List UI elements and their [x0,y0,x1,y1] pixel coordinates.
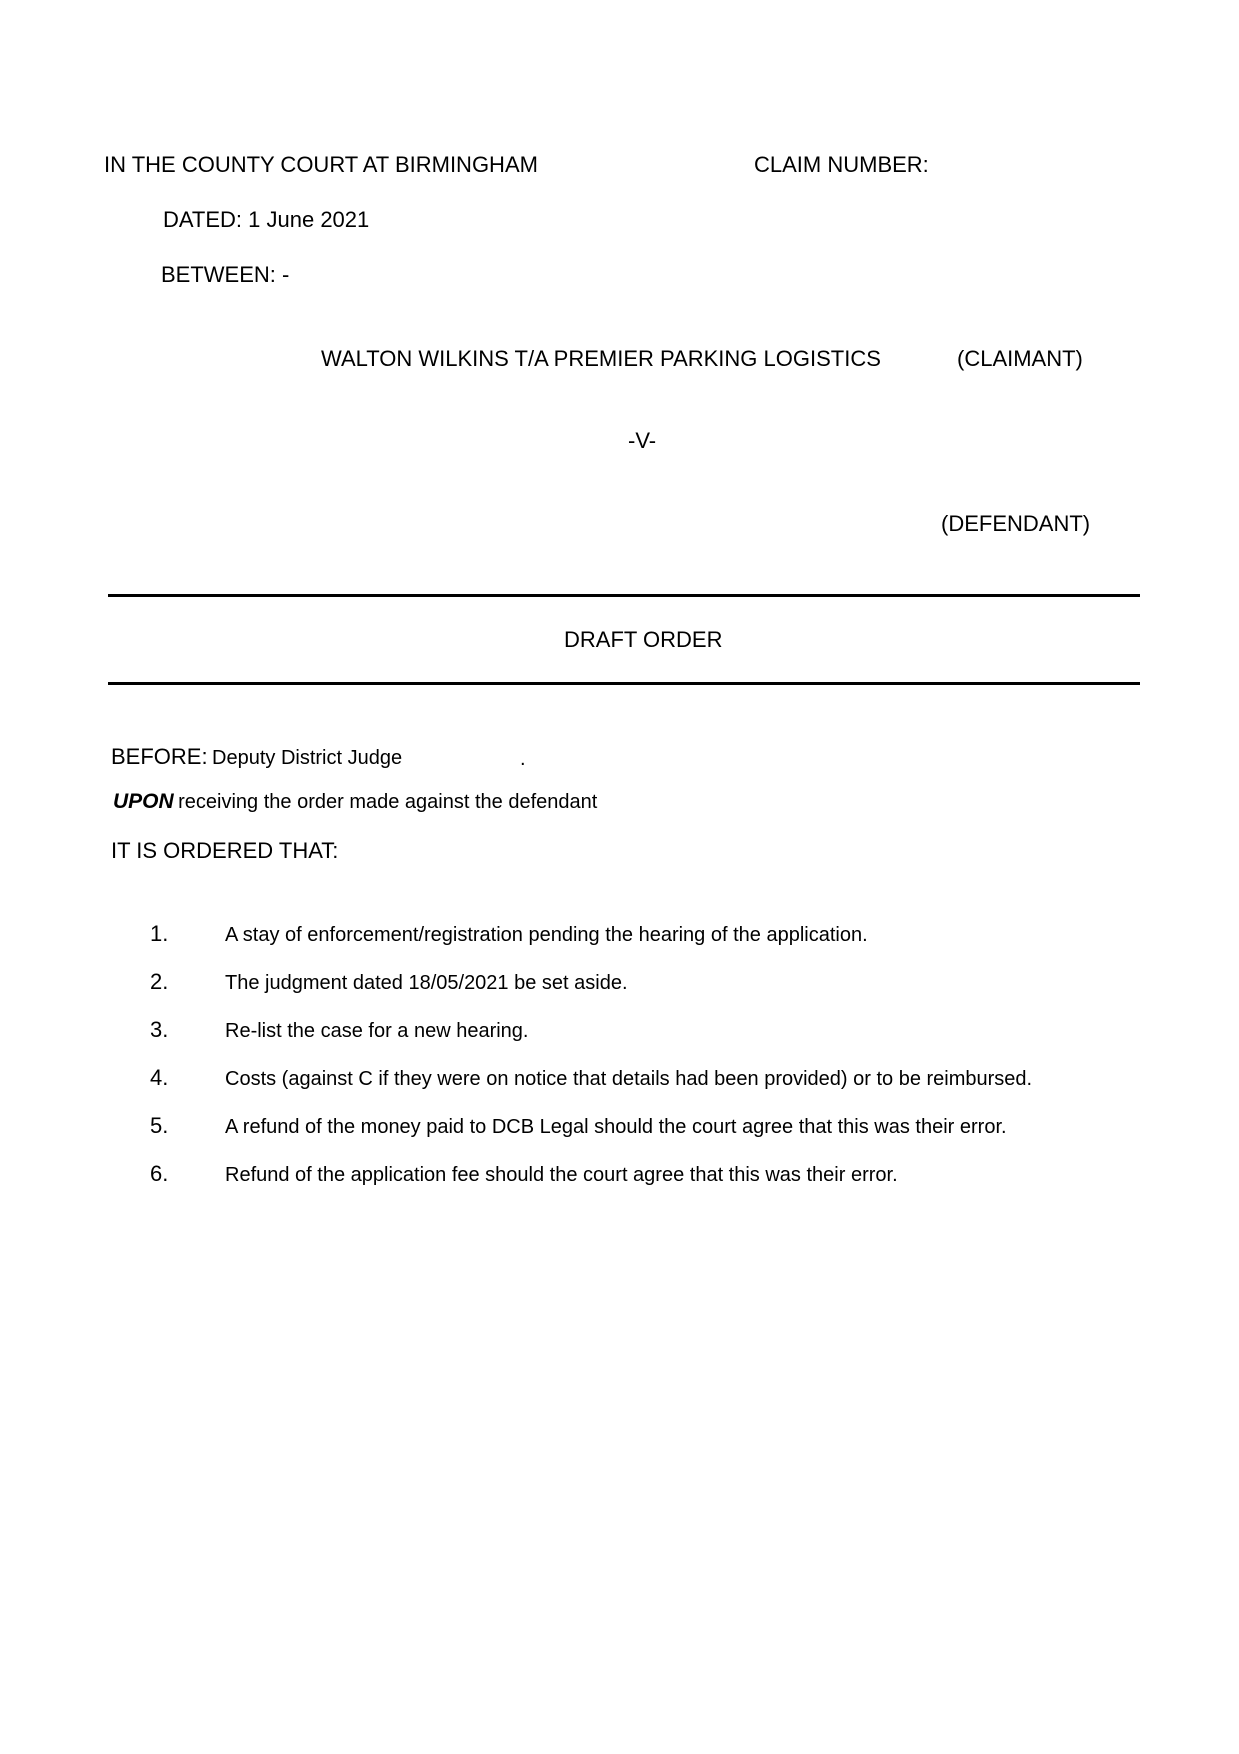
before-trailing-dot: . [520,748,526,770]
order-text: A refund of the money paid to DCB Legal should the court agree that this was their error. [225,1116,1007,1138]
top-divider [108,594,1140,597]
versus-label: -V- [628,428,657,453]
between-label: BETWEEN: - [161,262,290,287]
order-number: 1. [150,921,169,946]
dated-line: DATED: 1 June 2021 [163,207,370,232]
before-line [111,744,402,770]
order-text: Costs (against C if they were on notice that details had been provided) or to be reimbursed. [225,1068,1033,1090]
claimant-name: WALTON WILKINS T/A PREMIER PARKING LOGISTICS [321,346,881,371]
order-text: Refund of the application fee should the court agree that this was their error. [225,1164,898,1186]
order-number: 5. [150,1113,169,1138]
defendant-role: (DEFENDANT) [941,511,1091,536]
order-number: 4. [150,1065,169,1090]
upon-line [113,790,597,814]
before-label: BEFORE: [111,744,208,769]
claim-number-label: CLAIM NUMBER: [754,152,929,177]
order-text: A stay of enforcement/registration pending the hearing of the application. [225,924,868,946]
document-title: DRAFT ORDER [564,627,723,652]
court-name: IN THE COUNTY COURT AT BIRMINGHAM [104,152,538,177]
order-number: 6. [150,1161,169,1186]
order-text: The judgment dated 18/05/2021 be set aside. [225,972,628,994]
order-number: 3. [150,1017,169,1042]
judge-title: Deputy District Judge [212,747,403,769]
upon-text: receiving the order made against the defendant [178,791,598,813]
claimant-role: (CLAIMANT) [957,346,1083,371]
upon-keyword: UPON [113,790,174,813]
bottom-divider [108,682,1140,685]
order-number: 2. [150,969,169,994]
order-text: Re-list the case for a new hearing. [225,1020,529,1042]
ordered-heading: IT IS ORDERED THAT: [111,838,339,863]
